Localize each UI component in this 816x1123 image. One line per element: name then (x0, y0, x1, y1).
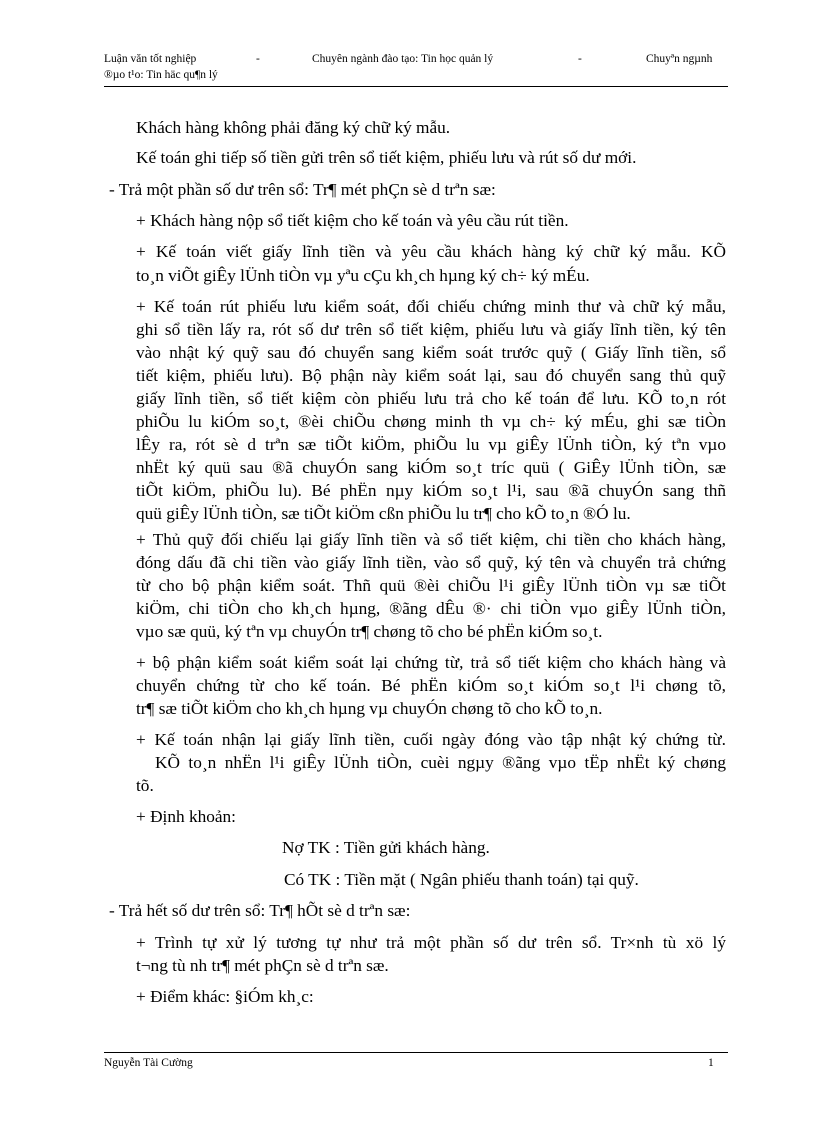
body-line: tiết kiệm, phiếu lưu). Bộ phận này kiểm soát lại, sau đó chuyển sang thủ quỹ (136, 366, 726, 385)
body-line: KÕ to¸n nhËn l¹i giÊy lÜnh tiÒn, cuèi ngµy ®ãng vµo tËp nhËt ký chøng (155, 753, 726, 772)
body-line: + Trình tự xử lý tương tự như trả một phần số dư trên sổ. Tr×nh tù xö lý (136, 933, 726, 952)
section-heading: - Trả hết số dư trên sổ: Tr¶ hÕt sè d trªn sæ: (109, 901, 411, 920)
body-line: + Định khoản: (136, 807, 236, 826)
body-line: từ cho bộ phận kiểm soát. Thñ quü ®èi chiÕu l¹i giÊy lÜnh tiÒn vµ sæ tiÕt (136, 576, 726, 595)
body-line: + Kế toán nhận lại giấy lĩnh tiền, cuối ngày đóng vào tập nhật ký chứng từ. (136, 730, 726, 749)
body-line: + Điểm khác: §iÓm kh¸c: (136, 987, 314, 1006)
body-line: Khách hàng không phải đăng ký chữ ký mẫu. (136, 118, 451, 137)
body-line: giấy lĩnh tiền, sổ tiết kiệm còn phiếu lưu trả cho kế toán để lưu. KÕ to¸n rót (136, 389, 726, 408)
body-line: ghi sổ tiền lấy ra, rót số dư trên sổ tiết kiệm, phiếu lưu và giấy lĩnh tiền, ký tên (136, 320, 726, 339)
header-major-legacy-line2: ®µo t¹o: Tin häc qu¶n lý (104, 69, 218, 81)
body-line: quü giÊy lÜnh tiÒn, sæ tiÕt kiÖm cßn phiÕu lu tr¶ cho kÕ to¸n ®Ó lu. (136, 504, 631, 523)
header-separator: - (578, 53, 582, 65)
body-line: tiÕt kiÖm, phiÕu lu). Bé phËn nµy kiÓm so¸t l¹i, sau ®ã chuyÓn sang thñ (136, 481, 726, 500)
body-line: phiÕu lu kiÓm so¸t, ®èi chiÕu chøng minh th vµ ch÷ ký mÉu, ghi sæ tiÒn (136, 412, 726, 431)
header-major-legacy: Chuyªn ngµnh (646, 53, 713, 65)
header-divider (104, 86, 728, 87)
body-line: + Khách hàng nộp sổ tiết kiệm cho kế toán và yêu cầu rút tiền. (136, 211, 569, 230)
body-line: Kế toán ghi tiếp số tiền gửi trên sổ tiết kiệm, phiếu lưu và rút số dư mới. (136, 148, 637, 167)
body-line: + Thủ quỹ đối chiếu lại giấy lĩnh tiền và sổ tiết kiệm, chi tiền cho khách hàng, (136, 530, 726, 549)
body-line: + bộ phận kiểm soát kiểm soát lại chứng từ, trả sổ tiết kiệm cho khách hàng và (136, 653, 726, 672)
body-line: chuyển chứng từ cho kế toán. Bé phËn kiÓm so¸t kiÓm so¸t l¹i chøng tõ, (136, 676, 726, 695)
journal-entry-debit: Nợ TK : Tiền gửi khách hàng. (282, 838, 490, 857)
section-heading: - Trả một phần số dư trên sổ: Tr¶ mét phÇn sè d trªn sæ: (109, 180, 496, 199)
body-line: kiÖm, chi tiÒn cho kh¸ch hµng, ®ãng dÊu ®· chi tiÒn vµo giÊy lÜnh tiÒn, (136, 599, 726, 618)
header-major: Chuyên ngành đào tạo: Tin học quản lý (312, 53, 494, 65)
body-line: tr¶ sæ tiÕt kiÖm cho kh¸ch hµng vµ chuyÓn chøng tõ cho kÕ to¸n. (136, 699, 603, 718)
body-line: nhËt ký quü sau ®ã chuyÓn sang kiÓm so¸t tríc quü ( GiÊy lÜnh tiÒn, sæ (136, 458, 726, 477)
body-line: vào nhật ký quỹ sau đó chuyển sang kiểm soát trước quỹ ( Giấy lĩnh tiền, sổ (136, 343, 726, 362)
header-separator: - (256, 53, 260, 65)
body-line: vµo sæ quü, ký tªn vµ chuyÓn tr¶ chøng tõ cho bé phËn kiÓm so¸t. (136, 622, 603, 641)
body-line: t¬ng tù nh tr¶ mét phÇn sè d trªn sæ. (136, 956, 389, 975)
header-thesis-label: Luận văn tốt nghiệp (104, 53, 197, 65)
body-line: lÊy ra, rót sè d trªn sæ tiÕt kiÖm, phiÕu lu vµ giÊy lÜnh tiÒn, ký tªn vµo (136, 435, 726, 454)
footer-author: Nguyễn Tài Cường (104, 1057, 193, 1069)
body-line: đóng dấu đã chi tiền vào giấy lĩnh tiền, vào sổ quỹ, ký tên và chuyển trả chứng (136, 553, 726, 572)
body-line: tõ. (136, 776, 154, 795)
body-line: + Kế toán rút phiếu lưu kiểm soát, đối chiếu chứng minh thư và chữ ký mẫu, (136, 297, 726, 316)
journal-entry-credit: Có TK : Tiền mặt ( Ngân phiếu thanh toán) tại quỹ. (284, 870, 639, 889)
page-number: 1 (708, 1057, 714, 1069)
footer-divider (104, 1052, 728, 1053)
body-line: to¸n viÕt giÊy lÜnh tiÒn vµ yªu cÇu kh¸ch hµng ký ch÷ ký mÉu. (136, 266, 590, 285)
body-line: + Kế toán viết giấy lĩnh tiền và yêu cầu khách hàng ký chữ ký mẫu. KÕ (136, 242, 726, 261)
